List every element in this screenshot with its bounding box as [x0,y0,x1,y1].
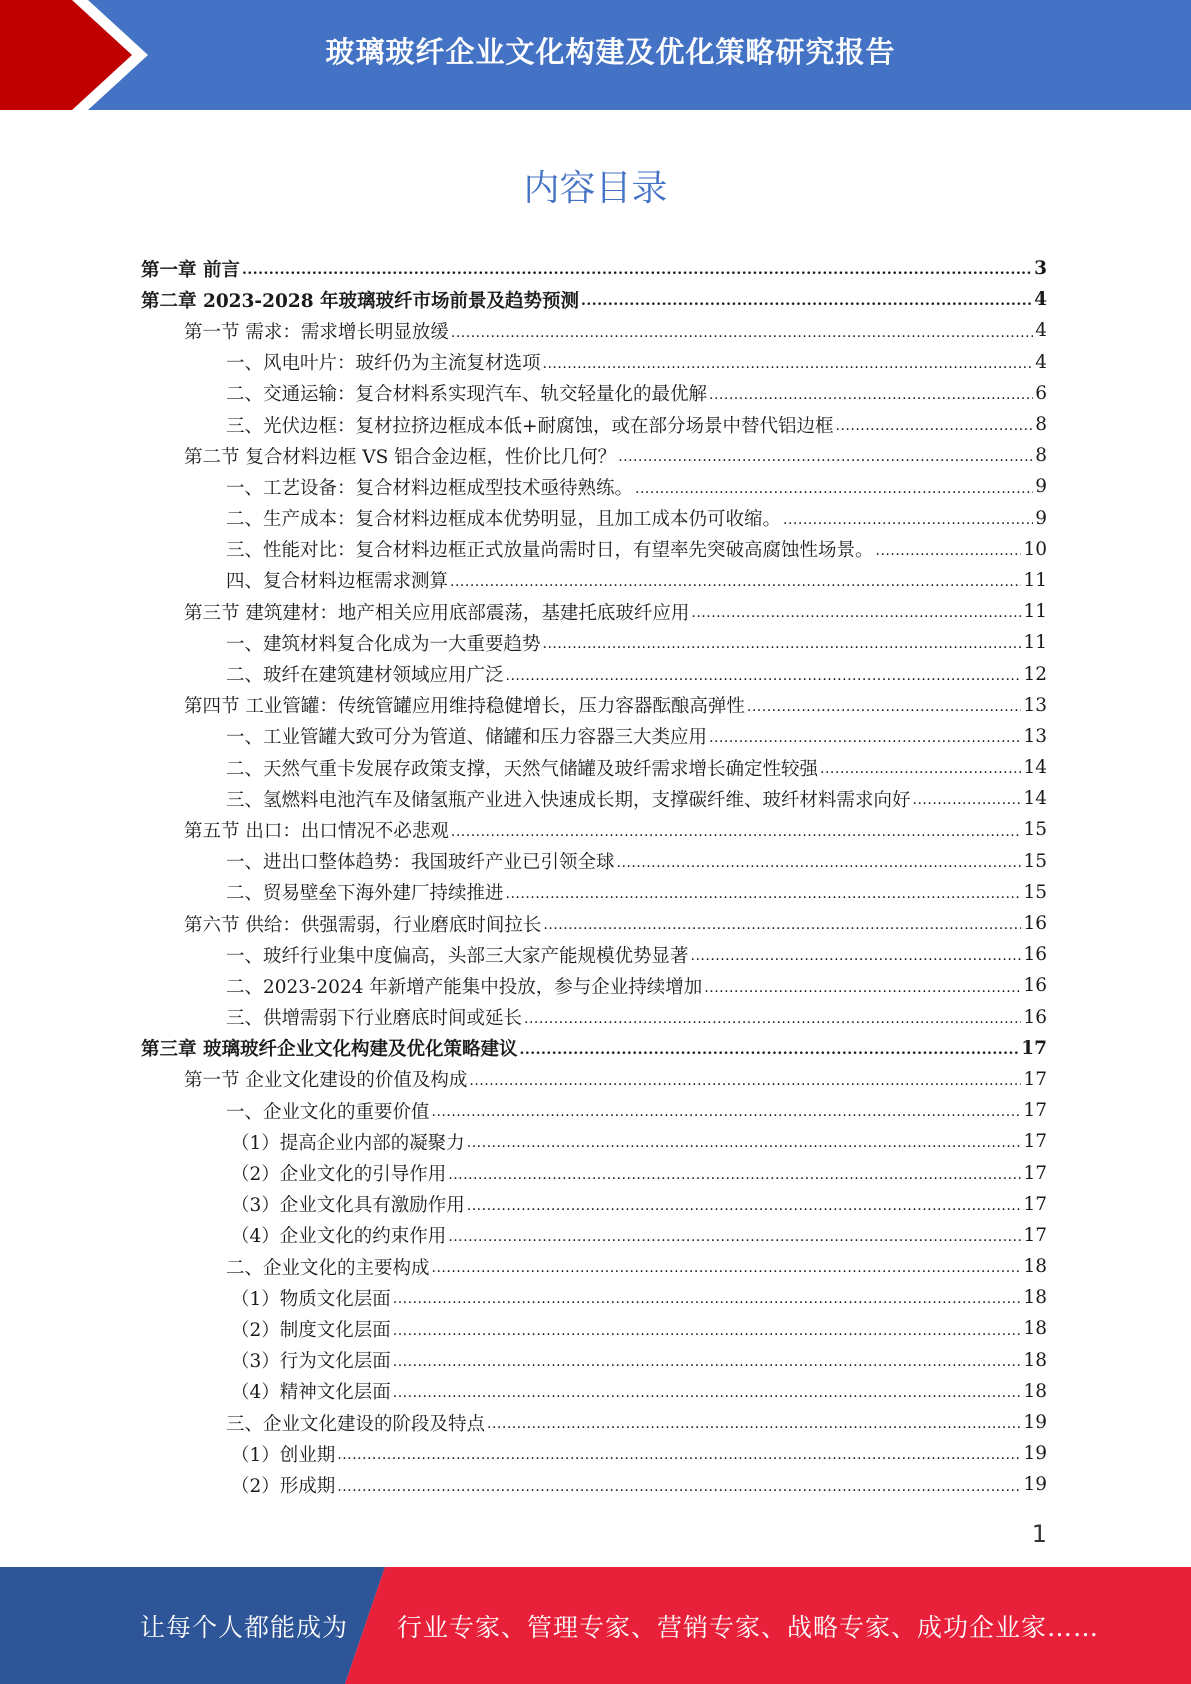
toc-entry[interactable] [141,565,1047,596]
toc-entry-page: 15 [1023,819,1047,841]
toc-entry-page: 17 [1023,1131,1047,1153]
toc-entry-title: 第二章 2023-2028 年玻璃玻纤市场前景及趋势预测 [141,290,580,312]
toc-leader-dots [393,1354,1022,1376]
toc-entry-title: 一、建筑材料复合化成为一大重要趋势 [226,633,541,655]
toc-entry-page: 17 [1023,1224,1047,1246]
toc-leader-dots [448,1167,1021,1189]
toc-entry-title: 一、进出口整体趋势：我国玻纤产业已引领全球 [226,852,615,874]
page-number: 1 [1031,1520,1047,1548]
toc-entry-title: （4）精神文化层面 [231,1382,391,1404]
toc-entry-page: 17 [1023,1068,1047,1090]
toc-entry[interactable] [141,970,1047,1001]
toc-entry-page: 3 [1034,258,1047,280]
toc-entry-title: 三、光伏边框：复材拉挤边框成本低+耐腐蚀，或在部分场景中替代铝边框 [226,415,834,437]
toc-heading: 内容目录 [523,168,668,209]
toc-entry[interactable] [141,503,1047,534]
toc-entry-page: 4 [1035,351,1047,373]
toc-entry-page: 19 [1023,1443,1047,1465]
toc-entry[interactable] [141,284,1047,315]
toc-entry-title: 二、玻纤在建筑建材领域应用广泛 [226,665,504,687]
toc-entry-title: （3）行为文化层面 [231,1351,391,1373]
toc-entry-title: （1）提高企业内部的凝聚力 [231,1132,465,1154]
toc-leader-dots [581,293,1032,315]
toc-entry-title: 三、氢燃料电池汽车及储氢瓶产业进入快速成长期，支撑碳纤维、玻纤材料需求向好 [226,789,911,811]
toc-entry-page: 14 [1023,757,1047,779]
toc-entry-page: 19 [1023,1474,1047,1496]
toc-entry[interactable] [141,471,1047,502]
toc-entry[interactable] [141,1157,1047,1188]
toc-leader-dots [393,1291,1022,1313]
toc-entry[interactable] [141,877,1047,908]
toc-entry-page: 17 [1023,1193,1047,1215]
toc-entry-title: 二、生产成本：复合材料边框成本优势明显，且加工成本仍可收缩。 [226,509,782,531]
footer-slogan-left: 让每个人都能成为 [140,1612,349,1642]
toc-entry[interactable] [141,1126,1047,1157]
toc-entry[interactable] [141,1376,1047,1407]
toc-entry[interactable] [141,752,1047,783]
toc-entry[interactable] [141,253,1047,284]
toc-leader-dots [876,543,1022,565]
toc-entry-title: （2）制度文化层面 [231,1319,391,1341]
toc-leader-dots [820,761,1021,783]
toc-entry[interactable] [141,315,1047,346]
toc-entry-title: 二、交通运输：复合材料系实现汽车、轨交轻量化的最优解 [226,384,708,406]
table-of-contents [141,253,1047,1501]
toc-leader-dots [451,325,1033,347]
toc-entry-title: 第六节 供给：供强需弱，行业磨底时间拉长 [184,914,542,936]
toc-entry-page: 18 [1023,1380,1047,1402]
toc-entry-page: 18 [1023,1349,1047,1371]
toc-entry[interactable] [141,596,1047,627]
toc-entry-page: 4 [1034,289,1047,311]
toc-entry[interactable] [141,1469,1047,1500]
toc-leader-dots [691,605,1021,627]
report-title: 玻璃玻纤企业文化构建及优化策略研究报告 [325,34,896,69]
toc-entry-page: 17 [1021,1037,1047,1059]
toc-entry-title: （1）物质文化层面 [231,1288,391,1310]
toc-leader-dots [337,1447,1021,1469]
toc-entry[interactable] [141,1407,1047,1438]
toc-entry[interactable] [141,1064,1047,1095]
footer-slogan-right: 行业专家、管理专家、营销专家、战略专家、成功企业家…… [397,1612,1100,1642]
toc-entry-title: 一、企业文化的重要价值 [226,1101,430,1123]
toc-entry-page: 8 [1035,414,1047,436]
toc-leader-dots [836,418,1034,440]
toc-entry-page: 10 [1023,538,1047,560]
toc-entry[interactable] [141,721,1047,752]
toc-entry-title: 第五节 出口：出口情况不必悲观 [184,820,449,842]
toc-entry[interactable] [141,846,1047,877]
toc-entry[interactable] [141,1033,1047,1064]
toc-leader-dots [393,1385,1022,1407]
toc-leader-dots [519,1042,1019,1064]
toc-entry[interactable] [141,1095,1047,1126]
toc-entry-page: 16 [1023,944,1047,966]
toc-leader-dots [337,1479,1021,1501]
toc-leader-dots [635,481,1033,503]
toc-leader-dots [467,1135,1022,1157]
toc-entry-page: 11 [1023,569,1047,591]
toc-leader-dots [393,1323,1022,1345]
toc-entry-page: 11 [1023,601,1047,623]
toc-entry[interactable] [141,1282,1047,1313]
toc-entry-page: 16 [1023,913,1047,935]
toc-entry-page: 16 [1023,975,1047,997]
toc-entry-title: 第一章 前言 [141,259,240,281]
toc-entry-title: 二、贸易壁垒下海外建厂持续推进 [226,883,504,905]
toc-entry-title: （3）企业文化具有激励作用 [231,1195,465,1217]
toc-entry-page: 6 [1035,382,1047,404]
toc-entry[interactable] [141,658,1047,689]
toc-entry[interactable] [141,939,1047,970]
toc-entry-title: （1）创业期 [231,1444,336,1466]
toc-entry-page: 14 [1023,788,1047,810]
toc-entry-page: 8 [1035,445,1047,467]
toc-entry-title: （2）企业文化的引导作用 [231,1164,447,1186]
toc-leader-dots [451,824,1022,846]
toc-entry-title: 三、供增需弱下行业磨底时间或延长 [226,1008,523,1030]
toc-entry[interactable] [141,1002,1047,1033]
header-banner [0,0,1191,110]
toc-leader-dots [704,980,1021,1002]
toc-leader-dots [543,636,1022,658]
toc-entry-title: 一、工业管罐大致可分为管道、储罐和压力容器三大类应用 [226,727,708,749]
toc-entry-page: 13 [1023,725,1047,747]
toc-entry[interactable] [141,378,1047,409]
toc-entry-title: 第三节 建筑建材：地产相关应用底部震荡，基建托底玻纤应用 [184,602,690,624]
toc-entry-page: 4 [1035,320,1047,342]
toc-entry[interactable] [141,1220,1047,1251]
toc-entry[interactable] [141,814,1047,845]
toc-entry-page: 13 [1023,694,1047,716]
toc-leader-dots [450,574,1021,596]
toc-entry[interactable] [141,908,1047,939]
toc-leader-dots [709,387,1033,409]
toc-entry-page: 9 [1035,507,1047,529]
toc-entry-page: 17 [1023,1162,1047,1184]
toc-leader-dots [448,1229,1021,1251]
toc-entry-page: 11 [1023,632,1047,654]
toc-entry-title: 四、复合材料边框需求测算 [226,571,449,593]
toc-leader-dots [242,262,1032,284]
toc-entry-title: （4）企业文化的约束作用 [231,1226,447,1248]
toc-leader-dots [543,917,1021,939]
toc-entry[interactable] [141,534,1047,565]
toc-leader-dots [618,449,1033,471]
toc-leader-dots [432,1260,1022,1282]
toc-leader-dots [506,886,1022,908]
toc-entry-page: 18 [1023,1318,1047,1340]
toc-entry-page: 15 [1023,850,1047,872]
toc-entry[interactable] [141,1251,1047,1282]
toc-leader-dots [487,1416,1021,1438]
toc-entry-page: 9 [1035,476,1047,498]
toc-leader-dots [709,730,1021,752]
toc-leader-dots [506,668,1022,690]
toc-entry-page: 18 [1023,1287,1047,1309]
toc-entry-page: 19 [1023,1412,1047,1434]
toc-leader-dots [524,1011,1021,1033]
toc-entry[interactable] [141,1313,1047,1344]
toc-entry-title: 第一节 需求：需求增长明显放缓 [184,321,449,343]
toc-entry-page: 17 [1023,1100,1047,1122]
toc-entry[interactable] [141,690,1047,721]
toc-entry-title: 第四节 工业管罐：传统管罐应用维持稳健增长，压力容器酝酿高弹性 [184,696,745,718]
toc-leader-dots [467,1198,1022,1220]
footer-banner [0,1567,1191,1684]
toc-entry[interactable] [141,1189,1047,1220]
toc-entry-page: 18 [1023,1256,1047,1278]
toc-entry[interactable] [141,440,1047,471]
toc-entry-title: 一、玻纤行业集中度偏高，头部三大家产能规模优势显著 [226,945,689,967]
toc-entry-title: 一、风电叶片：玻纤仍为主流复材选项 [226,353,541,375]
toc-entry-title: 第一节 企业文化建设的价值及构成 [184,1070,468,1092]
toc-entry[interactable] [141,347,1047,378]
toc-entry-page: 15 [1023,881,1047,903]
toc-entry[interactable] [141,1438,1047,1469]
toc-leader-dots [617,855,1022,877]
toc-entry[interactable] [141,1345,1047,1376]
toc-entry[interactable] [141,783,1047,814]
toc-entry[interactable] [141,409,1047,440]
toc-leader-dots [543,356,1034,378]
toc-entry-title: （2）形成期 [231,1475,336,1497]
toc-entry-title: 二、天然气重卡发展存政策支撑，天然气储罐及玻纤需求增长确定性较强 [226,758,819,780]
toc-entry-title: 第三章 玻璃玻纤企业文化构建及优化策略建议 [141,1039,518,1061]
toc-entry-title: 二、2023-2024 年新增产能集中投放，参与企业持续增加 [226,976,703,998]
toc-entry-page: 16 [1023,1006,1047,1028]
toc-leader-dots [469,1073,1021,1095]
toc-entry-page: 12 [1023,663,1047,685]
toc-entry-title: 二、企业文化的主要构成 [226,1257,430,1279]
toc-leader-dots [432,1104,1022,1126]
toc-entry[interactable] [141,627,1047,658]
toc-leader-dots [783,512,1033,534]
toc-leader-dots [913,792,1022,814]
toc-leader-dots [691,948,1022,970]
toc-entry-title: 一、工艺设备：复合材料边框成型技术亟待熟练。 [226,477,634,499]
toc-entry-title: 三、企业文化建设的阶段及特点 [226,1413,486,1435]
toc-leader-dots [747,699,1022,721]
toc-entry-title: 三、性能对比：复合材料边框正式放量尚需时日，有望率先突破高腐蚀性场景。 [226,540,874,562]
toc-entry-title: 第二节 复合材料边框 VS 铝合金边框，性价比几何？ [184,446,617,468]
